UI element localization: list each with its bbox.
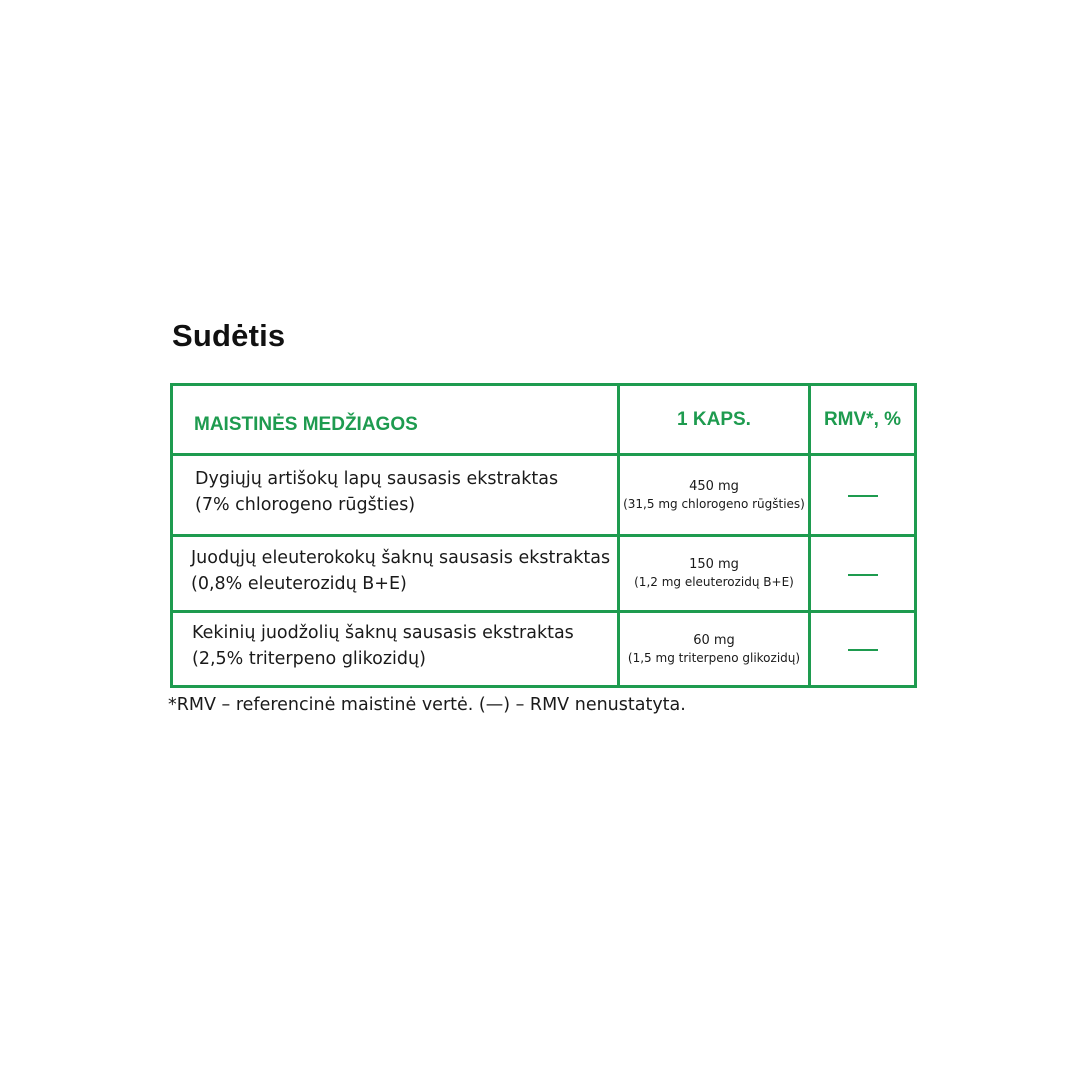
table-row [172, 612, 916, 687]
amount-value: 150 mg [689, 557, 739, 572]
table-row [172, 455, 916, 536]
ingredient-detail: (0,8% eleuterozidų B+E) [191, 573, 407, 594]
ingredient-detail: (2,5% triterpeno glikozidų) [192, 649, 426, 669]
page-title: Sudėtis [172, 318, 286, 353]
amount-cell [619, 536, 810, 612]
rmv-not-set-dash [848, 574, 878, 576]
header-per-capsule: 1 KAPS. [619, 385, 810, 455]
table-row [172, 536, 916, 612]
ingredient-name: Kekinių juodžolių šaknų sausasis ekstraktas [192, 623, 574, 643]
ingredient-cell [172, 536, 619, 612]
header-rmv: RMV*, % [810, 385, 916, 455]
rmv-not-set-dash [848, 649, 878, 651]
ingredient-detail: (7% chlorogeno rūgšties) [195, 495, 416, 515]
amount-cell [619, 612, 810, 687]
header-ingredients: MAISTINĖS MEDŽIAGOS [172, 385, 619, 455]
amount-value: 450 mg [689, 478, 739, 494]
footnote: *RMV – referencinė maistinė vertė. (—) – RMV nenustatyta. [168, 695, 686, 715]
table-header-row [172, 385, 916, 455]
ingredient-name: Juodųjų eleuterokokų šaknų sausasis ekstraktas [191, 547, 611, 568]
rmv-cell [810, 612, 916, 687]
ingredient-cell [172, 612, 619, 687]
rmv-not-set-dash [848, 495, 878, 497]
composition-table [170, 383, 917, 688]
ingredient-name: Dygiųjų artišokų lapų sausasis ekstraktas [195, 469, 559, 489]
ingredient-cell [172, 455, 619, 536]
rmv-cell [810, 455, 916, 536]
amount-detail: (1,2 mg eleuterozidų B+E) [634, 575, 794, 589]
rmv-cell [810, 536, 916, 612]
amount-detail: (31,5 mg chlorogeno rūgšties) [623, 496, 805, 511]
amount-cell [619, 455, 810, 536]
amount-value: 60 mg [693, 632, 735, 648]
amount-detail: (1,5 mg triterpeno glikozidų) [627, 650, 801, 665]
